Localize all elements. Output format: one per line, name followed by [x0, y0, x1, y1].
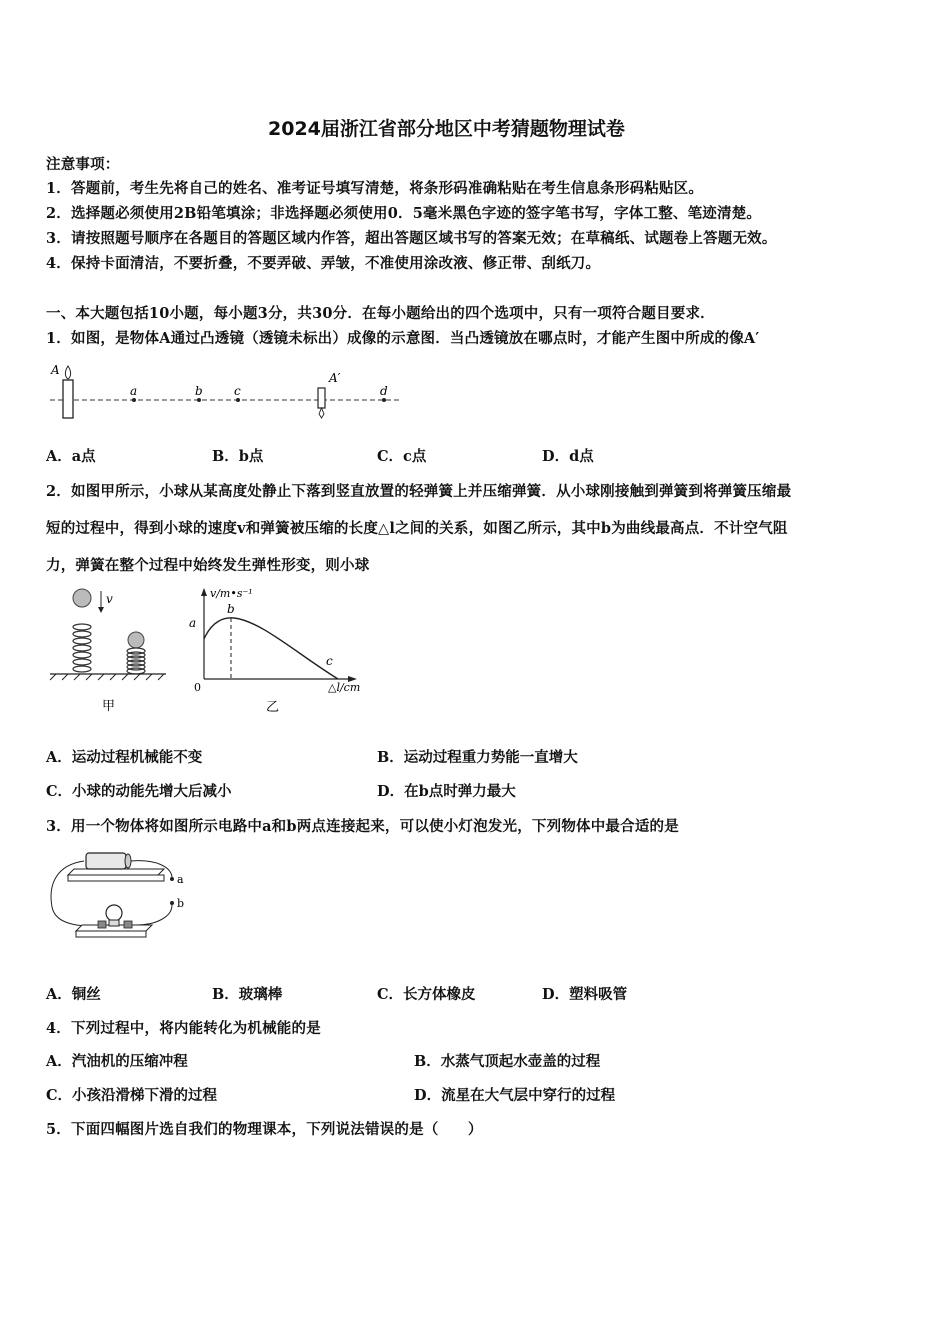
- q5-stem: 5．下面四幅图片选自我们的物理课本，下列说法错误的是（ ）: [46, 1121, 483, 1138]
- q2-option-b[interactable]: B．运动过程重力势能一直增大: [377, 749, 578, 766]
- q2-option-d[interactable]: D．在b点时弹力最大: [377, 783, 516, 800]
- flame-icon: [65, 366, 70, 379]
- q2-stem-line-3: 力，弹簧在整个过程中始终发生弹性形变，则小球: [46, 557, 370, 574]
- label-A: A: [51, 363, 60, 377]
- point-b: [197, 398, 201, 402]
- candle-object: [63, 380, 73, 418]
- ball-icon: [73, 589, 91, 607]
- image-object: [318, 388, 325, 408]
- battery-icon: [86, 853, 126, 869]
- point-d: [382, 398, 386, 402]
- spring-compressed: [127, 648, 145, 674]
- spring-uncompressed: [73, 624, 91, 672]
- label-a: a: [130, 384, 138, 398]
- q3-option-b[interactable]: B．玻璃棒: [212, 986, 283, 1003]
- q2-option-c[interactable]: C．小球的动能先增大后减小: [46, 783, 232, 800]
- lightbulb-icon: [106, 905, 122, 921]
- x-axis-label: △l/cm: [328, 681, 361, 694]
- binding-post-left: [98, 921, 106, 928]
- battery-terminal: [125, 854, 131, 868]
- terminal-a: [170, 877, 174, 881]
- ball-on-spring-icon: [128, 632, 144, 648]
- q1-option-b[interactable]: B．b点: [212, 448, 264, 465]
- notice-item-1: 1．答题前，考生先将自己的姓名、准考证号填写清楚，将条形码准确粘贴在考生信息条形码粘贴区。: [46, 180, 704, 197]
- q1-option-d[interactable]: D．d点: [542, 448, 594, 465]
- q3-stem: 3．用一个物体将如图所示电路中a和b两点连接起来，可以使小灯泡发光，下列物体中最合适的是: [46, 818, 679, 835]
- image-flame-icon: [319, 408, 324, 418]
- wire-from-b: [136, 905, 172, 925]
- notice-item-3: 3．请按照题号顺序在各题目的答题区域内作答，超出答题区域书写的答案无效；在草稿纸、试题卷上答题无效。: [46, 230, 777, 247]
- q2-option-a[interactable]: A．运动过程机械能不变: [46, 749, 203, 766]
- terminal-a-label: a: [177, 873, 184, 886]
- velocity-arrowhead-icon: [98, 607, 104, 613]
- q2-stem-line-2: 短的过程中，得到小球的速度v和弹簧被压缩的长度△l之间的关系，如图乙所示，其中b为曲线最高点．不计空气阻: [46, 520, 788, 537]
- y-axis-label: v/m•s⁻¹: [210, 587, 253, 600]
- point-c-label: c: [326, 654, 333, 668]
- q3-option-d[interactable]: D．塑料吸管: [542, 986, 628, 1003]
- q1-option-a[interactable]: A．a点: [46, 448, 96, 465]
- q3-option-c[interactable]: C．长方体橡皮: [377, 986, 476, 1003]
- caption-jia: 甲: [102, 699, 116, 714]
- velocity-curve: [204, 618, 338, 679]
- q1-stem: 1．如图，是物体A通过凸透镜（透镜未标出）成像的示意图．当凸透镜放在哪点时，才能产生图中所成的像A′: [46, 330, 760, 347]
- notice-item-4: 4．保持卡面清洁，不要折叠，不要弄破、弄皱，不准使用涂改液、修正带、刮纸刀。: [46, 255, 601, 272]
- lamp-socket: [109, 920, 119, 926]
- label-Aprime: A′: [329, 371, 341, 385]
- lamp-base-front: [76, 931, 146, 937]
- q4-option-b[interactable]: B．水蒸气顶起水壶盖的过程: [414, 1053, 601, 1070]
- section-heading: 一、本大题包括10小题，每小题3分，共30分．在每小题给出的四个选项中，只有一项符合题目要求．: [46, 305, 715, 322]
- label-b: b: [195, 384, 203, 398]
- velocity-label: v: [106, 592, 113, 606]
- battery-base-front: [68, 875, 164, 881]
- ground-hatch: [50, 674, 164, 680]
- battery-base: [68, 869, 164, 875]
- point-a: [132, 398, 136, 402]
- point-a-label: a: [189, 616, 197, 630]
- notice-heading: 注意事项：: [46, 156, 120, 173]
- q4-option-d[interactable]: D．流星在大气层中穿行的过程: [414, 1087, 616, 1104]
- terminal-b-label: b: [177, 897, 185, 910]
- q1-option-c[interactable]: C．c点: [377, 448, 427, 465]
- q1-lens-diagram: [46, 358, 406, 424]
- point-b-label: b: [227, 602, 235, 616]
- point-c: [236, 398, 240, 402]
- q4-stem: 4．下列过程中，将内能转化为机械能的是: [46, 1020, 321, 1037]
- q2-stem-line-1: 2．如图甲所示，小球从某高度处静止下落到竖直放置的轻弹簧上并压缩弹簧．从小球刚接触到弹簧到将弹簧压缩最: [46, 483, 792, 500]
- terminal-b: [170, 901, 174, 905]
- origin-label: 0: [194, 681, 201, 694]
- binding-post-right: [124, 921, 132, 928]
- q3-option-a[interactable]: A．铜丝: [46, 986, 101, 1003]
- label-d: d: [380, 384, 388, 398]
- y-axis-arrowhead-icon: [201, 588, 207, 596]
- caption-yi: 乙: [266, 700, 280, 715]
- q2-spring-figure: [46, 583, 376, 718]
- label-c: c: [234, 384, 241, 398]
- page-title: 2024届浙江省部分地区中考猜题物理试卷: [268, 118, 625, 140]
- q4-option-c[interactable]: C．小孩沿滑梯下滑的过程: [46, 1087, 218, 1104]
- q3-circuit-diagram: [46, 845, 206, 950]
- notice-item-2: 2．选择题必须使用2B铅笔填涂；非选择题必须使用0．5毫米黑色字迹的签字笔书写，字体工整、笔迹清楚。: [46, 205, 762, 222]
- q4-option-a[interactable]: A．汽油机的压缩冲程: [46, 1053, 188, 1070]
